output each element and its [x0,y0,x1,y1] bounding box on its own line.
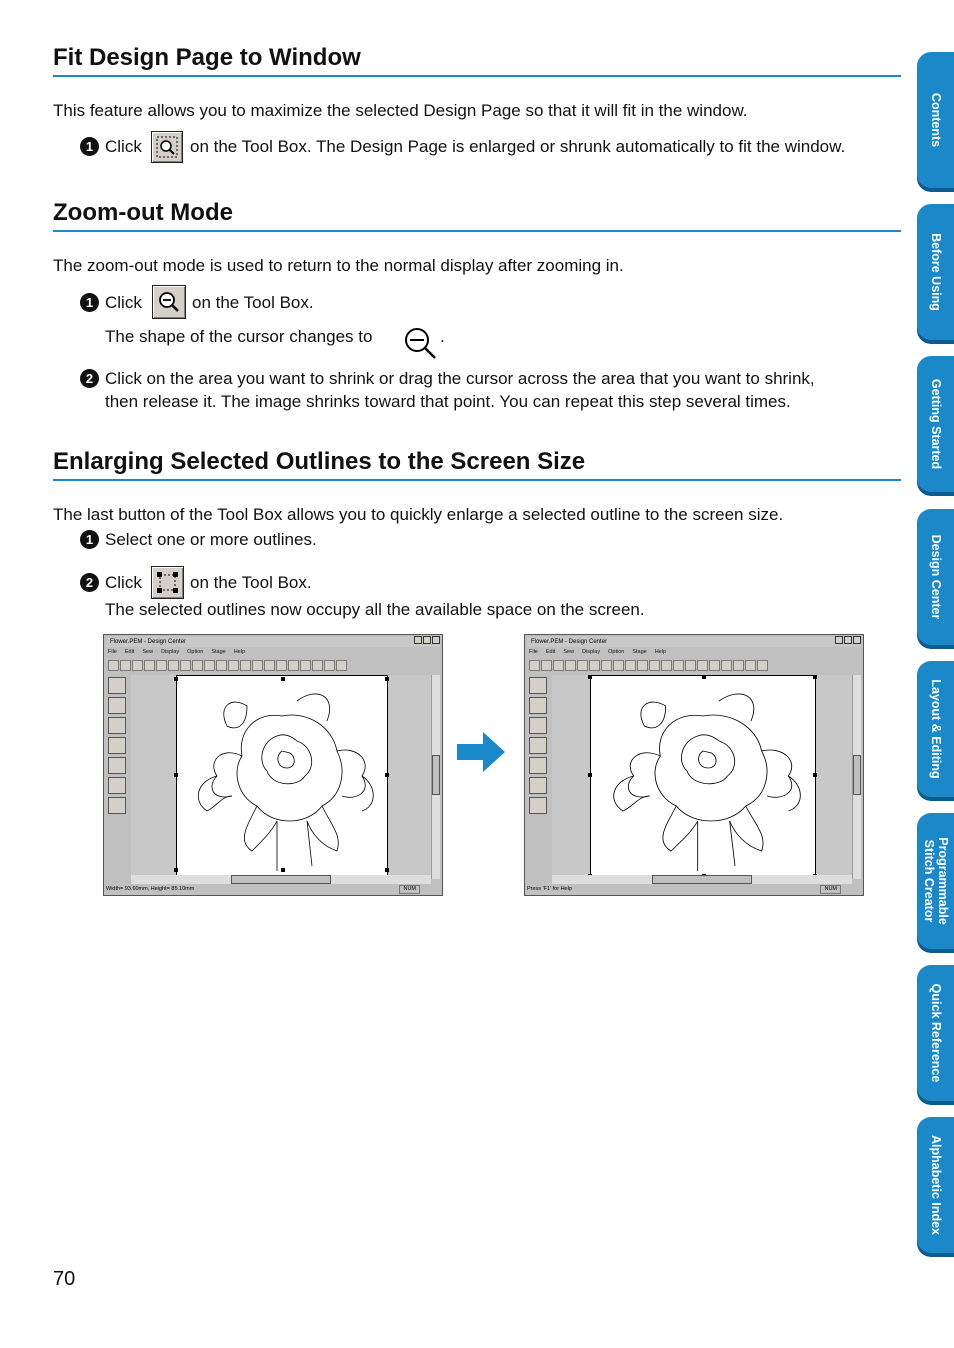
enlarge-outline-icon [155,570,180,595]
right-arrow-icon [457,730,507,774]
step-click-label: Click [105,573,142,592]
rose-outline [177,676,387,878]
rose-outline [591,676,815,878]
design-page [590,675,816,879]
menu-display: Display [582,649,601,655]
side-tab-label: Before Using [928,233,943,311]
menu-display: Display [161,649,180,655]
fit-to-window-button[interactable] [151,131,183,163]
zoom-out-button[interactable] [152,285,186,319]
enlarge-intro-text: The last button of the Tool Box allows you to quickly enlarge a selected outline to the screen size. [53,505,784,524]
menu-sew: Sew [142,649,154,655]
side-tab-label: Contents [928,92,943,148]
enlarge-step2-note: The selected outlines now occupy all the available space on the screen. [105,600,645,619]
menu-stage: Stage [211,649,226,655]
side-tab-getting-started[interactable] [917,356,954,492]
step-number: 2 [80,573,99,592]
num-indicator: NUM [820,885,841,894]
toolbar [108,658,438,672]
zoom-out-icon [156,289,182,315]
side-tab-label: Design Center [928,534,943,620]
side-tab-contents[interactable] [917,52,954,188]
num-indicator: NUM [399,885,420,894]
status-bar [527,885,861,894]
side-tab-design-center[interactable] [917,509,954,645]
side-tab-alphabetic-index[interactable] [917,1117,954,1253]
side-tab-label: Layout & Editing [928,679,943,779]
status-bar [106,885,440,894]
toolbar [529,658,859,672]
section-title-fit-design-page: Fit Design Page to Window [53,44,901,77]
screenshot-before [103,634,443,896]
cursor-change-text: The shape of the cursor changes to [105,327,373,346]
menu-edit: Edit [124,649,135,655]
side-tab-programmable-stitch-creator[interactable] [917,813,954,949]
window-controls [835,636,861,644]
fit-step-text: on the Tool Box. The Design Page is enlarged or shrunk automatically to fit the window. [190,137,846,156]
section-title-enlarge-outlines: Enlarging Selected Outlines to the Screen Size [53,448,901,481]
window-title: Flower.PEM - Design Center [527,637,861,647]
tool-box [106,675,128,881]
design-page [176,675,388,879]
side-tab-label: Programmable Stitch Creator [921,837,950,925]
enlarge-step2-text: on the Tool Box. [190,573,312,592]
status-text: Width= 93.60mm, Height= 85.10mm [106,886,195,892]
menu-option: Option [187,649,204,655]
tool-box [527,675,549,881]
workspace [552,675,852,879]
fit-intro-text: This feature allows you to maximize the selected Design Page so that it will fit in the window. [53,101,748,120]
menu-bar [108,648,245,657]
side-tab-label: Quick Reference [928,983,943,1083]
cursor-text-period: . [440,327,445,346]
section-title-zoom-out: Zoom-out Mode [53,199,901,232]
zoomout-step2-line2: then release it. The image shrinks toward that point. You can repeat this step several times. [105,392,791,411]
side-tab-quick-reference[interactable] [917,965,954,1101]
horizontal-scrollbar [552,875,852,884]
enlarge-outline-button[interactable] [151,566,184,599]
menu-stage: Stage [632,649,647,655]
window-controls [414,636,440,644]
step-number: 1 [80,137,99,156]
menu-sew: Sew [563,649,575,655]
zoom-out-cursor-icon [403,326,439,360]
side-tab-label: Getting Started [928,378,943,470]
step-click-label: Click [105,293,142,312]
zoomout-intro-text: The zoom-out mode is used to return to the normal display after zooming in. [53,256,624,275]
step-number: 1 [80,293,99,312]
menu-help: Help [654,649,667,655]
vertical-scrollbar [852,675,861,879]
fit-window-icon [155,135,179,159]
window-title: Flower.PEM - Design Center [106,637,440,647]
status-text: Press 'F1' for Help [527,886,572,892]
menu-bar [529,648,666,657]
workspace [131,675,431,879]
menu-file: File [529,649,538,655]
step-number: 2 [80,369,99,388]
side-tab-label: Alphabetic Index [928,1134,943,1236]
side-tab-layout-editing[interactable] [917,661,954,797]
screenshot-after [524,634,864,896]
step-number: 1 [80,530,99,549]
side-tab-before-using[interactable] [917,204,954,340]
step-click-label: Click [105,137,142,156]
menu-edit: Edit [545,649,556,655]
zoomout-step2-line1: Click on the area you want to shrink or drag the cursor across the area that you want to shrink, [105,369,815,388]
page-number: 70 [53,1268,76,1290]
zoomout-step1-text: on the Tool Box. [192,293,314,312]
vertical-scrollbar [431,675,440,879]
menu-option: Option [608,649,625,655]
menu-help: Help [233,649,246,655]
menu-file: File [108,649,117,655]
enlarge-step1-text: Select one or more outlines. [105,530,317,549]
horizontal-scrollbar [131,875,431,884]
